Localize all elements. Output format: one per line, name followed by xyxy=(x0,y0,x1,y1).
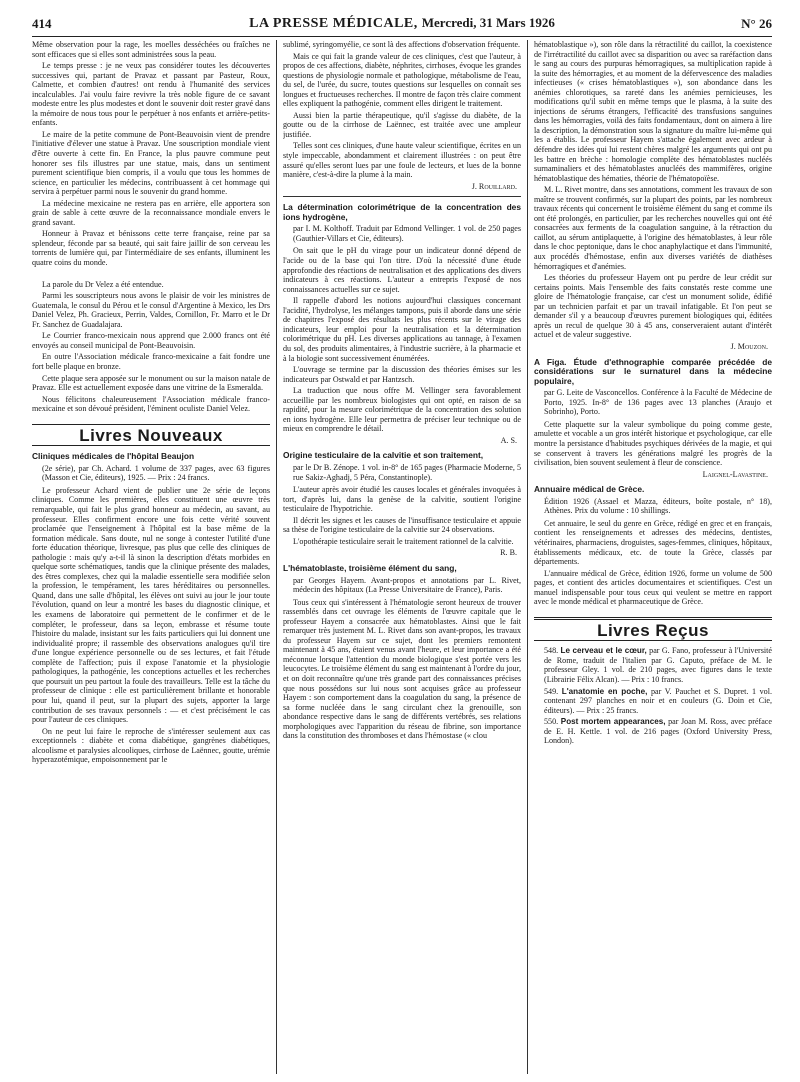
review-title: La détermination colorimétrique de la concentration des ions hydrogène, xyxy=(283,202,521,222)
column-1 xyxy=(32,40,270,1074)
paragraph: Parmi les souscripteurs nous avons le plaisir de voir les ministres de Guatemala, le consul du Pérou et le consul d'Argentine à Mexico, les Drs Daniel Velez, Ph. Gracieux, Perrin, Valdes, Cornillon, Fr. Marro et le Dr Fr. Sanchez de Guadalajara. xyxy=(32,291,270,329)
book-title: L'anatomie en poche, xyxy=(561,686,648,696)
paragraph: Honneur à Pravaz et bénissons cette terre française, reine par sa splendeur, féconde par sa beauté, qui sait faire jaillir de son cerveau les torrents de lumière qui, par l'intermédiaire de ses enfants, illuminent les quatre coins du monde. xyxy=(32,229,270,268)
page-header xyxy=(32,14,772,37)
paragraph: Cette plaque sera apposée sur le monument ou sur la maison natale de Pravaz. Elle est actuellement exposée dans une vitrine de la Esmeralda. xyxy=(32,373,270,393)
review-meta: par G. Leite de Vasconcellos. Conférence à la Faculté de Médecine de Porto, 1925. In-8° de 136 pages avec 13 planches (Araujo et Sobrinho), Porto. xyxy=(544,388,772,417)
issue-date: Mercredi, 31 Mars 1926 xyxy=(421,15,555,30)
paragraph: L'opothérapie testiculaire serait le traitement rationnel de la calvitie. xyxy=(293,536,514,546)
paragraph: On sait que le pH du virage pour un indicateur donné dépend de l'acide ou de la base qui l'on titre. D'où la nécessité d'une étude approfondie des réactions de neutralisation et des applications des divers indicateurs à ces réactions. L'auteur a entrepris l'exposé de nos connaissances actuelles sur ce sujet. xyxy=(283,246,521,294)
paragraph: Cette plaquette sur la valeur symbolique du poing comme geste, amulette et vocable a un gros intérêt historique et psychologique, car elle montre la persistance d'habitudes psychiques dérivées de la magie, et qui se conservent à travers les générations malgré les progrès de la civilisation, bien souvent seulement à fleur de conscience. xyxy=(534,419,772,468)
paragraph: Cet annuaire, le seul du genre en Grèce, rédigé en grec et en français, contient les renseignements et adresses des médecins, dentistes, vétérinaires, pharmaciens, droguistes, sages-femmes, cliniques, hôpitaux, établissements médicaux, etc. de toute la Grèce, classés par départements. xyxy=(534,518,772,567)
book-details: par Joan M. Ross, avec préface de E. H. Kettle. 1 vol. de 216 pages (Oxford University Press, London). xyxy=(544,717,772,746)
book-number: 550. xyxy=(544,717,559,727)
signature: R. B. xyxy=(500,548,517,558)
signature: J. Mouzon. xyxy=(730,341,768,351)
paragraph: Telles sont ces cliniques, d'une haute valeur scientifique, écrites en un style impeccable, abondamment et clairement illustrées : on peut être assuré qu'elles seront lues par une foule de lecteurs, et lues de la bonne manière, c'est-à-dire la plume à la main. xyxy=(283,141,521,180)
book-title: Le cerveau et le cœur, xyxy=(560,646,647,656)
paragraph: Même observation pour la rage, les moelles desséchées ou fraîches ne sont efficaces que si elles sont administrées sous la peau. xyxy=(32,40,270,59)
column-divider xyxy=(527,40,528,1074)
paragraph: L'ouvrage se termine par la discussion des théories émises sur les indicateurs par Ostwald et par Hantzsch. xyxy=(283,365,521,384)
column-3 xyxy=(534,40,772,1074)
review-title: Cliniques médicales de l'hôpital Beaujon xyxy=(32,451,195,462)
paragraph: Nous félicitons chaleureusement l'Association médicale franco-mexicaine et son dévoué président, l'éminent oculiste Daniel Velez. xyxy=(32,394,270,414)
paragraph: L'auteur après avoir étudié les causes locales et générales invoquées à tort, d'après lui, dans la genèse de la calvitie, soutient l'origine testiculaire de l'hypotrichie. xyxy=(283,485,521,514)
issue-number: N° 26 xyxy=(741,16,772,31)
paragraph: La médecine mexicaine ne restera pas en arrière, elle apportera son grain de sable à cette œuvre de la reconnaissance mondiale envers le grand savant. xyxy=(32,198,270,227)
review-meta: par Georges Hayem. Avant-propos et annotations par L. Rivet, médecin des hôpitaux (La Presse Universitaire de France), Paris. xyxy=(293,575,521,595)
book-details: par G. Fano, professeur à l'Université de Rome, traduit de l'italien par G. Caputo, préface de M. le professeur Gley. 1 vol. de 210 pages, avec figures dans le texte (Librairie Félix Alcan). — Prix : 10 francs. xyxy=(544,646,772,684)
paragraph: Le temps presse : je ne veux pas considérer toutes les découvertes successives qui, partant de Pravaz et passant par Pasteur, Roux, Calmette, et combien d'autres! ont rendu à l'humanité des services incalculables. J'ai voulu faire revivre la très noble figure de ce savant modeste entre les plus modestes et dont le souvenir doit rester gravé dans la mémoire de nous tous pour le perpétuer à nos enfants et arrière-petits-enfants. xyxy=(32,61,270,128)
review-title: Origine testiculaire de la calvitie et son traitement, xyxy=(283,450,484,461)
paragraph: La parole du Dr Velez a été entendue. xyxy=(42,279,164,289)
book-number: 548. xyxy=(544,646,559,656)
signature: J. Rouillard. xyxy=(471,181,517,191)
book-details: par V. Pauchet et S. Dupret. 1 vol. contenant 297 planches en noir et en couleurs (G. Doin et Cie, éditeurs). — Prix : 25 francs. xyxy=(544,686,772,715)
paragraph: Les théories du professeur Hayem ont pu perdre de leur crédit sur certains points. Mais l'ensemble des faits constatés reste comme une gloire de l'hématologie française, car c'est un monument solide, édifié par un technicien parfait et par un travail infatigable. Et l'on peut se demander s'il y a beaucoup d'œuvres purement biologiques qui, éditées après un recul de quelque 30 à 45 ans, conserveraient autant d'intérêt actuel et de valeur suggestive. xyxy=(534,273,772,340)
section-title-livres-recus: Livres Reçus xyxy=(534,617,772,642)
book-entry xyxy=(534,717,772,746)
paragraph: Le professeur Achard vient de publier une 2e série de leçons cliniques. Comme les premières, elles constituent une œuvre très remarquable, qui fait le plus grand honneur au médecin, au savant, au professeur. Elles confirment encore une fois cette vérité souvent proclamée que l'enseignement à l'hôpital est la base même de la formation médicale. Sans doute, nul ne songe à contester l'utilité d'une forte éducation théorique, livresque, pas plus que celle des cliniques de pathologie : mais qu'y a-t-il là sinon la description d'états morbides en quelque sorte schématiques, tandis que la clinique présente des malades, des êtres complexes, chez qui la maladie essentielle sera modifiée selon la profession, le tempérament, les tares héréditaires ou personnelles. Quand, dans une salle d'hôpital, les élèves ont suivi au jour le jour toute l'évolution, quand on leur a montré les bases du diagnostic clinique, et les examens de laboratoire qui permettent de le confirmer et de le compléter, le professeur, dans sa leçon, embrasse et résume toute l'histoire du malade, insistant sur les faits particuliers qui lui donnent une individualité propre; il rassemble des observations analogues qu'il tire d'une longue expérience personnelle ou de ses lectures, et fait l'étude complète de l'affection; puis il expose l'anatomie et la physiologie pathologiques, la pathogénie, les conceptions actuelles et les recherches que poursuit un peu partout la foule des travailleurs. Telle est la tâche du professeur de clinique : elle est particulièrement brillante et honorable pour lui, quand il peut, sur la plupart des sujets, apporter la large contribution de ses travaux personnels : — et c'est précisément le cas pour l'auteur de ces cliniques. xyxy=(32,485,270,725)
paragraph: sublimé, syringomyélie, ce sont là des affections d'observation fréquente. xyxy=(283,40,521,49)
review-meta: par le Dr B. Zénope. 1 vol. in-8° de 165 pages (Pharmacie Moderne, 5 rue Sakiz-Aghadj, 5 Péra, Constantinople). xyxy=(293,463,521,482)
signature: Laignel-Lavastine. xyxy=(702,469,768,479)
review-title: L'hématoblaste, troisième élément du sang, xyxy=(283,562,457,573)
paragraph: En outre l'Association médicale franco-mexicaine a fait fondre une fort belle plaque en bronze. xyxy=(32,352,270,371)
review-meta: (2e série), par Ch. Achard. 1 volume de 337 pages, avec 63 figures (Masson et Cie, éditeurs), 1925. — Prix : 24 francs. xyxy=(42,463,270,483)
review-title: A Figa. Étude d'ethnographie comparée précédée de considérations sur le surnaturel dans la médecine populaire, xyxy=(534,356,772,386)
review-title: Annuaire médical de Grèce. xyxy=(534,484,645,495)
paragraph: Il rappelle d'abord les notions aujourd'hui classiques concernant l'acidité, l'hydrolyse, les mélanges tampons, puis il aborde dans une série de chapitres l'exposé des résultats les plus récents sur le virage des indicateurs, leur emploi pour la neutralisation et la détermination colorimétrique du pH. Les diverses applications au tannage, à l'examen du sol, des produits alimentaires, à l'industrie sucrière, à la pharmacie et à la biologie sont successivement énumérées. xyxy=(283,296,521,363)
paragraph: Le Courrier franco-mexicain nous apprend que 2.000 francs ont été envoyés au conseil municipal de Pont-Beauvoisin. xyxy=(32,331,270,350)
review-meta: par I. M. Kolthoff. Traduit par Edmond Vellinger. 1 vol. de 250 pages (Gauthier-Villars et Cie, éditeurs). xyxy=(293,224,521,243)
column-2 xyxy=(283,40,521,1074)
paragraph: hématoblastique »), son rôle dans la rétractilité du caillot, la coexistence de l'irrétractilité du caillot avec sa disparition ou avec sa raréfaction dans le sang au cours des purpuras hémorragiques, sa multiplication rapide à la suite des hémorragies, et au moment de la défervescence des maladies infectieuses (« crises hématoblastiques »), son abondance dans les anémies chlorotiques, sa rareté dans les anémies pernicieuses, les modifications qu'il subit en même temps que le plasma, à la suite des injections de sérums étrangers, l'efficacité des transfusions sanguines dans les hémorragies, voilà des faits fondamentaux, dont on aimera à lire la description, la démonstration sous la signature du maître lui-même qui les a établis. Le professeur Hayem s'attache également avec ardeur à défendre des idées qui lui restent chères malgré les arguments qui ont pu les battre en brèche : homologie complète des hématoblastes nucléés surnaminaliers et des hématoblastes anucléés des mammifères, origine hématoblastique des hématies, théorie de l'hématopoïèse. xyxy=(534,40,772,183)
book-entry xyxy=(534,646,772,684)
paragraph: L'annuaire médical de Grèce, édition 1926, forme un volume de 500 pages, et contient des articles documentaires et scientifiques. C'est un manuel indispensable pour tous ceux qui veulent se mettre en rapport avec le monde médical et pharmaceutique de Grèce. xyxy=(534,568,772,607)
book-title: Post mortem appearances, xyxy=(560,717,666,727)
section-title-livres-nouveaux: Livres Nouveaux xyxy=(32,424,270,447)
paragraph: On ne peut lui faire le reproche de s'intéresser seulement aux cas exceptionnels : diabète et coma diabétique, gangrènes diabétiques, alcoolisme et paralysies alcooliques, cirrhose de Laënnec, goutte, urémie hyperazotémique, empoisonnement par le xyxy=(32,726,270,765)
paragraph: Il décrit les signes et les causes de l'insuffisance testiculaire et appuie sa thèse de l'origine testiculaire de la calvitie sur 24 observations. xyxy=(283,515,521,535)
book-number: 549. xyxy=(544,686,559,696)
paragraph: Le maire de la petite commune de Pont-Beauvoisin vient de prendre l'initiative d'élever une statue à Pravaz. Une souscription mondiale vient d'être ouverte à cette fin. En France, la plus pauvre commune peut honorer ses fils illustres par une statue, mais, dans un sentiment purement scientifique bien compris, il a voulu que tous les hommes de science, en particulier les médecins, contribuassent à cet hommage qui servira à perpétuer parmi nous le souvenir du grand homme. xyxy=(32,129,270,197)
review-meta: Édition 1926 (Assael et Mazza, éditeurs, boîte postale, n° 18), Athènes. Prix du volume : 10 shillings. xyxy=(544,496,772,516)
paragraph: Mais ce qui fait la grande valeur de ces cliniques, c'est que l'auteur, à propos de ces affections, diabète, néphrites, cirrhoses, évoque les grandes questions de physiologie normale et pathologique, métabolisme de l'eau, du sel, de l'urée, du sucre, toutes questions sur lesquelles on connaît ses longues et fructueuses recherches. Il montre de façon très claire comment elles expliquent la pathogénie, comment elles dirigent le traitement. xyxy=(283,51,521,109)
paragraph: Tous ceux qui s'intéressent à l'hématologie seront heureux de trouver rassemblés dans cet ouvrage les éléments de l'œuvre capitale que le professeur Hayem a consacrée aux hématoblastes. Ainsi que le fait remarquer très justement M. L. Rivet dans son avant-propos, les travaux du professeur Hayem sur ce sujet, dont les premiers remontent maintenant à 45 ans, étaient venus avant l'heure, et leur importance a été méconnue lorsque l'attention du monde biologique s'est portée vers les leucocytes. Le troisième élément du sang est maintenant à l'ordre du jour, et on doit reconnaître qu'une très grande part des connaissances précises que nous possédons sur lui nous sont acquises grâce au professeur Hayem : son comportement dans la coagulation du sang, la présence de sa forme nucléée dans le sang circulant chez la grenouille, son abondance respective dans le sang de différents vertébrés, ses relations morphologiques avec l'apparition du réseau de fibrine, son importance dans la constitution des thromboses et dans l'hémostase (« clou xyxy=(283,597,521,741)
page-number: 414 xyxy=(32,16,52,31)
paragraph: La traduction que nous offre M. Vellinger sera favorablement accueillie par les nombreux biologistes qui ont opté, en raison de sa rapidité, pour la mesure colorimétrique de la concentration des solution en ions hydrogène. Elle leur permettra de préciser leur technique ou de mieux en comprendre le détail. xyxy=(283,386,521,434)
journal-title-line xyxy=(32,15,772,32)
paragraph: M. L. Rivet montre, dans ses annotations, comment les travaux de son maître se trouvent confirmés, sur la plupart des points, par les nombreux travaux récents qui concernent le troisième élément du sang et comme ils ont été prolongés, en particulier, par les recherches nouvelles qui ont été consacrées aux ferments de la coagulation sanguine, à la rétraction du caillot, au sérum antiplaquette, à l'origine des hématoblastes, à leur rôle dans le choc peptonique, dans le choc anaphylactique et dans l'immunité, aux procédés d'hémostase, enfin aux diverses variétés de diathèses hémorragiques et d'anémies. xyxy=(534,185,772,271)
signature: A. S. xyxy=(500,435,517,445)
journal-title: LA PRESSE MÉDICALE, xyxy=(249,16,418,31)
column-divider xyxy=(276,40,277,1074)
book-entry xyxy=(534,687,772,716)
paragraph: Aussi bien la partie thérapeutique, qu'il s'agisse du diabète, de la goutte ou de la cirrhose de Laënnec, est traitée avec une ampleur justifiée. xyxy=(283,110,521,139)
